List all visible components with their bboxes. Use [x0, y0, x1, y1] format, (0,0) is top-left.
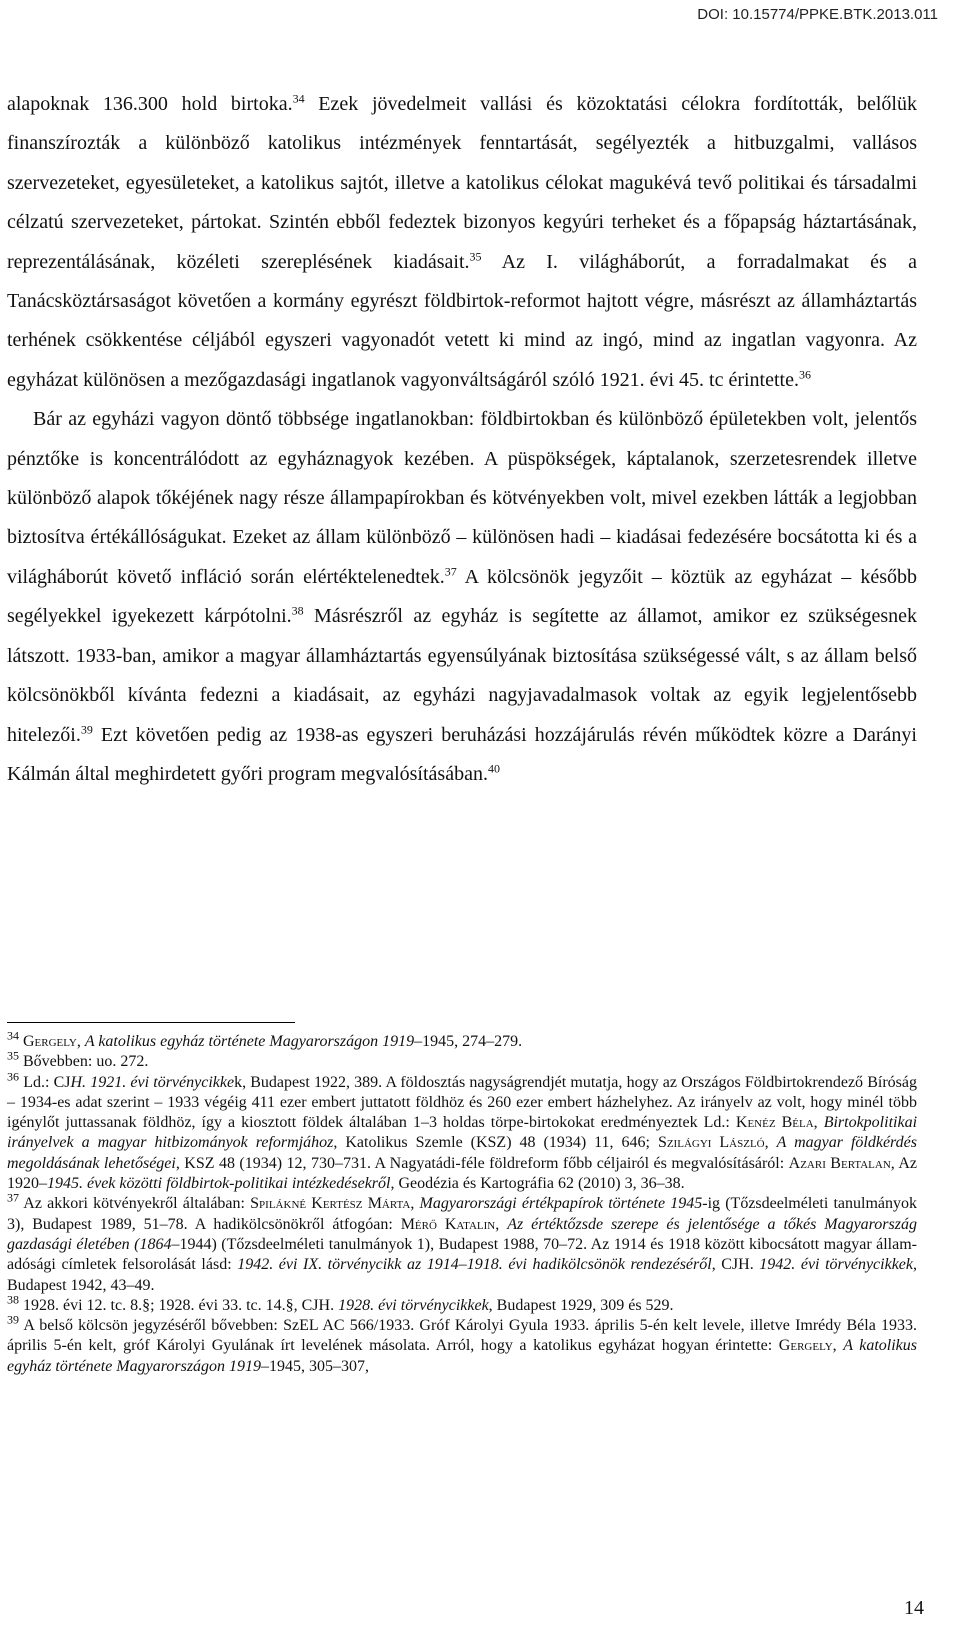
footnote-38: $^{38}$ 1928. évi 12. tc. 8.§; 1928. évi 33. tc. 14.§, CJH. 1928. évi törvénycikkek, Budapest 1929, 309 és 529.: [7, 1292, 674, 1314]
footnote-35: $^{35}$ Bővebben: uo. 272.: [7, 1048, 149, 1071]
footnote-37: $^{37}$ Az akkori kötvényekről általában: Spilákné Kertész Márta, Magyarországi értékpapírok története 1945-ig (Tőzsdeelméleti tanulmányok 3), Budapest 1989, 51–78. A hadikölcsönökről átfogóan: Mérő Katalin, Az értéktőzsde szerepe és jelentősége a tőkés Magyarország gazdasági életében (1864–1944) (Tőzsdeelméleti tanulmányok 1), Budapest 1988, 70–72. Az 1914 és 1918 között kibocsátott magyar államadósági címletek felsorolását lásd: 1942. évi IX. törvénycikk az 1914–1918. évi hadikölcsönök rendezéséről, CJH. 1942. évi törvénycikkek, Budapest 1942, 43–49.: [7, 1191, 917, 1294]
page-number: 14: [904, 1597, 924, 1619]
footnote-ref-36[interactable]: 36: [798, 367, 811, 382]
paragraph-2: Bár az egyházi vagyon döntő többsége ingatlanokban: földbirtokban és különböző épületekben volt, jelentős pénztőke is koncentrálódott az egyháznagyok kezében. A püspökségek, káptalanok, szerzetesrendek illetve különböző alapok tőkéjének nagy része állampapírokban és kötvényekben volt, mivel ezekben látták a legjobban biztosítva értékállóságukat. Ezeket az állam különböző – különösen hadi – kiadásai fedezésére bocsátotta ki és a világháborút követő infláció során elértéktelenedtek.$^{37}$ A kölcsönök jegyzőit – köztük az egyházat – később segélyekkel igyekezett kárpótolni.$^{38}$ Másrészről az egyház is segítette az államot, amikor ez szükségesnek látszott. 1933-ban, amikor a magyar államháztartás egyensúlyának biztosítása szükségessé vált, s az állam belső kölcsönökből kívánta fedezni a kiadásait, az egyházi nagyjavadalmasok voltak az egyik legjelentősebb hitelezői.$^{39}$ Ezt követően pedig az 1938-as egyszeri beruházási hozzájárulás révén működtek közre a Darányi Kálmán által meghirdetett győri program megvalósításában.$^{40}$: [7, 408, 917, 785]
paragraph-1: alapoknak 136.300 hold birtoka.$^{34}$ Ezek jövedelmeit vallási és közoktatási célokra fordították, belőlük finanszírozták a különböző katolikus intézmények fenntartását, segélyezték a hitbuzgalmi, vallásos szervezeteket, egyesületeket, a katolikus sajtót, illetve a katolikus célokat magukévá tevő politikai és társadalmi célzatú szervezeteket, pártokat. Szintén ebből fedeztek bizonyos kegyúri terheket és a főpapság háztartásának, reprezentálásának, közéleti szereplésének kiadásait.$^{35}$ Az I. világháborút, a forradalmakat és a Tanácsköztársaságot követően a kormány egyrészt földbirtok-reformot hajtott végre, másrészt az államháztartás terhének csökkentése céljából egyszeri vagyonadót vetett ki mind az ingó, mind az ingatlan vagyonra. Az egyházat különösen a mezőgazdasági ingatlanok vagyonváltságáról szóló 1921. évi 45. tc érintette.$^{36}$: [7, 91, 917, 391]
doi-header: DOI: 10.15774/PPKE.BTK.2013.011: [697, 6, 938, 23]
footnotes: [7, 1028, 918, 1377]
footnote-36: $^{36}$ Ld.: CJH. 1921. évi törvénycikkek, Budapest 1922, 389. A földosztás nagyságrendjét mutatja, hogy az Országos Földbirtokrendező Bíróság – 1934-es adat szerint – 1933 végéig 411 ezer embert juttatott földhöz és 260 ezer embert házhelyhez. Az irányelv az volt, hogy minél több igénylőt juttassanak földhöz, így a kiosztott földek általában 1–3 holdas törpe-birtokokat eredményeztek Ld.: Kenéz Béla, Birtokpolitikai irányelvek a magyar hitbizományok reformjához, Katolikus Szemle (KSZ) 48 (1934) 11, 646; Szilágyi László, A magyar földkérdés megoldásának lehetőségei, KSZ 48 (1934) 12, 730–731. A Nagyatádi-féle földreform főbb céljairól és megvalósításáról: Azari Bertalan, Az 1920–1945. évek közötti földbirtok-politikai intézkedésekről, Geodézia és Kartográfia 62 (2010) 3, 36–38.: [7, 1069, 918, 1193]
footnote-ref-40[interactable]: 40: [487, 761, 500, 776]
main-text: [7, 85, 917, 794]
footnote-separator: [7, 1022, 295, 1023]
footnote-ref-39[interactable]: 39: [80, 721, 93, 736]
footnote-39: $^{39}$ A belső kölcsön jegyzéséről bővebben: SzEL AC 566/1933. Gróf Károlyi Gyula 1933. április 5-én kelt levele, illetve Imrédy Béla 1933. április 5-én kelt, gróf Károlyi Gyulának írt levelének másolata. Arról, hogy a katolikus egyházat hogyan érintette: Gergely, A katolikus egyház története Magyarországon 1919–1945, 305–307,: [7, 1312, 918, 1375]
footnote-ref-34[interactable]: 34: [292, 91, 305, 106]
footnote-ref-37[interactable]: 37: [444, 564, 457, 579]
footnote-34: $^{34}$ Gergely, A katolikus egyház története Magyarországon 1919–1945, 274–279.: [7, 1028, 523, 1050]
footnote-ref-38[interactable]: 38: [291, 603, 304, 618]
footnote-ref-35[interactable]: 35: [469, 248, 482, 263]
